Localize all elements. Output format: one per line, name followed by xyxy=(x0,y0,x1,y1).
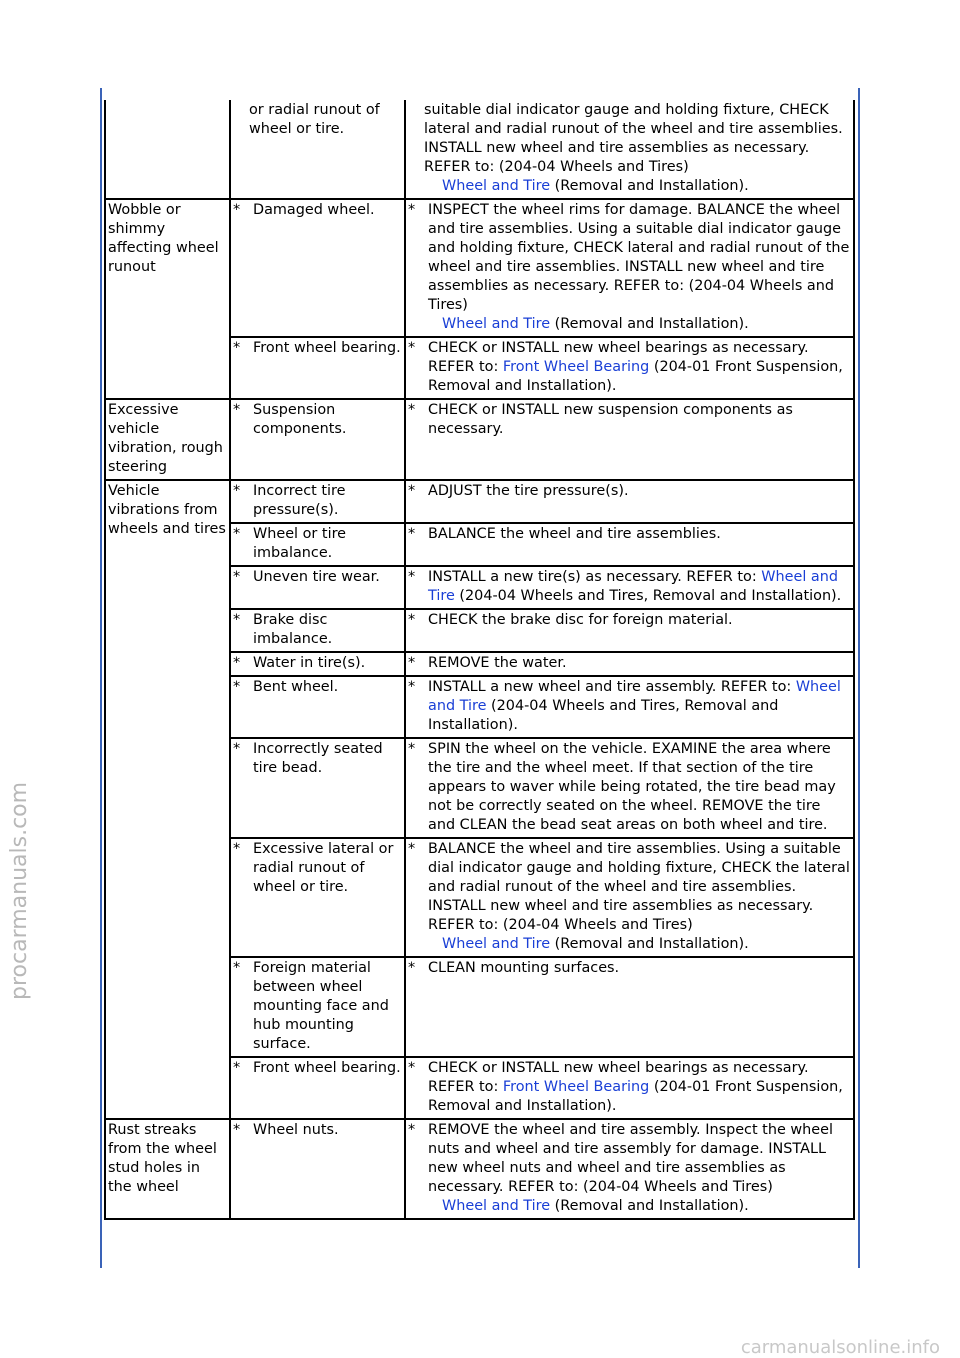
cause-text: Excessive lateral or radial runout of wheel or tire. xyxy=(253,841,394,895)
wheel-and-tire-link[interactable]: Wheel and Tire xyxy=(428,569,838,604)
cause-text: Incorrect tire pressure(s). xyxy=(253,483,346,518)
bullet-star: * xyxy=(408,1122,416,1138)
action-text: CLEAN mounting surfaces. xyxy=(428,960,620,976)
reference-suffix: (Removal and Installation). xyxy=(554,936,749,952)
watermark-bottom-right: carmanualsonline.info xyxy=(740,1337,940,1358)
action-text: SPIN the wheel on the vehicle. EXAMINE the area where the tire and the wheel meet. If that section of the tire appears to waver while being rotated, the tire bead may not be correctly seated on the wheel. REMOVE the tire and CLEAN the bead seat areas on both wheel and tire. xyxy=(428,741,836,833)
action-text: CHECK the brake disc for foreign material. xyxy=(428,612,733,628)
bullet-star: * xyxy=(233,960,241,976)
table-row xyxy=(105,1119,854,1219)
cause-cell xyxy=(230,337,405,399)
cause-text: Front wheel bearing. xyxy=(253,340,401,356)
bullet-star: * xyxy=(233,569,241,585)
diagnosis-table xyxy=(104,100,855,1220)
bullet-star: * xyxy=(408,1060,416,1076)
action-text xyxy=(428,568,851,606)
symptom-text: Excessive vehicle vibration, rough steering xyxy=(108,402,223,475)
reference-suffix: (204-04 Wheels and Tires, Removal and Installation). xyxy=(459,588,842,604)
action-text: suitable dial indicator gauge and holding fixture, CHECK lateral and radial runout of the wheel and tire assemblies. INSTALL new wheel and tire assemblies as necessary. REFER to: (204-04 Wheels and Tires) xyxy=(424,102,843,175)
cause-cell xyxy=(230,199,405,337)
cause-text: Uneven tire wear. xyxy=(253,569,380,585)
bullet-star: * xyxy=(408,741,416,757)
front-wheel-bearing-link[interactable]: Front Wheel Bearing xyxy=(502,1079,650,1095)
reference-line xyxy=(408,1197,851,1216)
wheel-and-tire-link[interactable]: Wheel and Tire xyxy=(442,936,551,952)
bullet-star: * xyxy=(233,340,241,356)
bullet-star: * xyxy=(233,612,241,628)
cause-cell xyxy=(230,480,405,523)
bullet-star: * xyxy=(233,402,241,418)
bullet-star: * xyxy=(233,526,241,542)
symptom-text: Wobble or shimmy affecting wheel runout xyxy=(108,202,219,275)
cause-cell xyxy=(230,1057,405,1119)
bullet-star: * xyxy=(408,655,416,671)
bullet-star: * xyxy=(408,960,416,976)
symptom-cell xyxy=(105,1119,230,1219)
bullet-star: * xyxy=(233,679,241,695)
reference-suffix: (204-04 Wheels and Tires, Removal and Installation). xyxy=(428,698,779,733)
action-cell xyxy=(405,676,854,738)
table-row xyxy=(105,480,854,523)
action-cell xyxy=(405,609,854,652)
cause-text: Bent wheel. xyxy=(253,679,339,695)
action-text: REMOVE the water. xyxy=(428,655,567,671)
action-cell xyxy=(405,480,854,523)
action-cell xyxy=(405,652,854,676)
action-cell xyxy=(405,1119,854,1219)
symptom-cell xyxy=(105,199,230,399)
cause-cell xyxy=(230,100,405,199)
cause-text: Brake disc imbalance. xyxy=(253,612,333,647)
action-cell xyxy=(405,337,854,399)
symptom-cell xyxy=(105,399,230,480)
cause-cell xyxy=(230,609,405,652)
action-text: BALANCE the wheel and tire assemblies. xyxy=(428,526,721,542)
symptom-cell-empty xyxy=(105,100,230,199)
cause-text: Water in tire(s). xyxy=(253,655,366,671)
cause-cell xyxy=(230,676,405,738)
action-cell xyxy=(405,1057,854,1119)
bullet-star: * xyxy=(233,1122,241,1138)
action-cell xyxy=(405,838,854,957)
wheel-and-tire-link[interactable]: Wheel and Tire xyxy=(442,178,551,194)
action-text: BALANCE the wheel and tire assemblies. Using a suitable dial indicator gauge and holding fixture, CHECK the lateral and radial runout of the wheel and tire assemblies. INSTALL new wheel and tire assemblies as necessary. REFER to: (204-04 Wheels and Tires) xyxy=(428,841,850,933)
action-cell xyxy=(405,738,854,838)
symptom-cell xyxy=(105,480,230,1119)
cause-text: Front wheel bearing. xyxy=(253,1060,401,1076)
cause-cell xyxy=(230,838,405,957)
cause-cell xyxy=(230,566,405,609)
action-text: CHECK or INSTALL new suspension components as necessary. xyxy=(428,402,793,437)
reference-suffix: (Removal and Installation). xyxy=(554,316,749,332)
cause-cell xyxy=(230,957,405,1057)
symptom-text: Rust streaks from the wheel stud holes in the wheel xyxy=(108,1122,217,1195)
bullet-star: * xyxy=(408,402,416,418)
left-margin-rule xyxy=(100,88,102,1268)
bullet-star: * xyxy=(408,483,416,499)
action-cell xyxy=(405,399,854,480)
action-text xyxy=(428,339,851,396)
reference-suffix: (Removal and Installation). xyxy=(554,178,749,194)
wheel-and-tire-link[interactable]: Wheel and Tire xyxy=(442,1198,551,1214)
bullet-star: * xyxy=(408,612,416,628)
cause-text: Damaged wheel. xyxy=(253,202,375,218)
action-prefix: INSTALL a new wheel and tire assembly. REFER to: xyxy=(428,679,792,695)
cause-cell xyxy=(230,652,405,676)
reference-suffix: (204-01 Front Suspension, Removal and Installation). xyxy=(428,359,843,394)
bullet-star: * xyxy=(233,655,241,671)
bullet-star: * xyxy=(408,340,416,356)
symptom-text: Vehicle vibrations from wheels and tires xyxy=(108,483,226,537)
bullet-star: * xyxy=(408,569,416,585)
action-text xyxy=(428,1059,851,1116)
reference-line xyxy=(408,315,851,334)
reference-line xyxy=(408,935,851,954)
cause-text: Wheel or tire imbalance. xyxy=(253,526,347,561)
cause-text: Suspension components. xyxy=(253,402,347,437)
cause-text: or radial runout of wheel or tire. xyxy=(249,102,380,137)
cause-cell xyxy=(230,738,405,838)
action-text: ADJUST the tire pressure(s). xyxy=(428,483,629,499)
action-cell xyxy=(405,523,854,566)
right-margin-rule xyxy=(858,88,860,1268)
cause-cell xyxy=(230,1119,405,1219)
bullet-star: * xyxy=(233,741,241,757)
table-row xyxy=(105,199,854,337)
bullet-star: * xyxy=(408,202,416,218)
action-cell xyxy=(405,199,854,337)
bullet-star: * xyxy=(233,1060,241,1076)
action-prefix: INSTALL a new tire(s) as necessary. REFER to: xyxy=(428,569,757,585)
table-row xyxy=(105,399,854,480)
action-text xyxy=(428,678,851,735)
cause-cell xyxy=(230,523,405,566)
cause-text: Foreign material between wheel mounting face and hub mounting surface. xyxy=(253,960,389,1052)
cause-cell xyxy=(230,399,405,480)
action-prefix: CHECK or INSTALL new wheel bearings as necessary. REFER to: xyxy=(428,340,809,375)
cause-text: Wheel nuts. xyxy=(253,1122,339,1138)
bullet-star: * xyxy=(408,679,416,695)
reference-suffix: (Removal and Installation). xyxy=(554,1198,749,1214)
action-prefix: CHECK or INSTALL new wheel bearings as necessary. REFER to: xyxy=(428,1060,809,1095)
bullet-star: * xyxy=(233,483,241,499)
wheel-and-tire-link[interactable]: Wheel and Tire xyxy=(442,316,551,332)
front-wheel-bearing-link[interactable]: Front Wheel Bearing xyxy=(502,359,650,375)
wheel-and-tire-link[interactable]: Wheel and Tire xyxy=(428,679,841,714)
table-row xyxy=(105,100,854,199)
action-cell xyxy=(405,566,854,609)
action-cell xyxy=(405,957,854,1057)
reference-line xyxy=(408,177,851,196)
bullet-star: * xyxy=(233,841,241,857)
action-text: INSPECT the wheel rims for damage. BALANCE the wheel and tire assemblies. Using a suitable dial indicator gauge and holding fixture, CHECK lateral and radial runout of the wheel and tire assemblies. INSTALL new wheel and tire assemblies as necessary. REFER to: (204-04 Wheels and Tires) xyxy=(428,202,850,313)
reference-suffix: (204-01 Front Suspension, Removal and Installation). xyxy=(428,1079,843,1114)
action-cell xyxy=(405,100,854,199)
bullet-star: * xyxy=(408,841,416,857)
watermark-left-text: procarmanuals.com xyxy=(7,781,32,1000)
bullet-star: * xyxy=(408,526,416,542)
cause-text: Incorrectly seated tire bead. xyxy=(253,741,383,776)
bullet-star: * xyxy=(233,202,241,218)
action-text: REMOVE the wheel and tire assembly. Inspect the wheel nuts and wheel and tire assembly for damage. INSTALL new wheel nuts and wheel and tire assemblies as necessary. REFER to: (204-04 Wheels and Tires) xyxy=(428,1122,833,1195)
